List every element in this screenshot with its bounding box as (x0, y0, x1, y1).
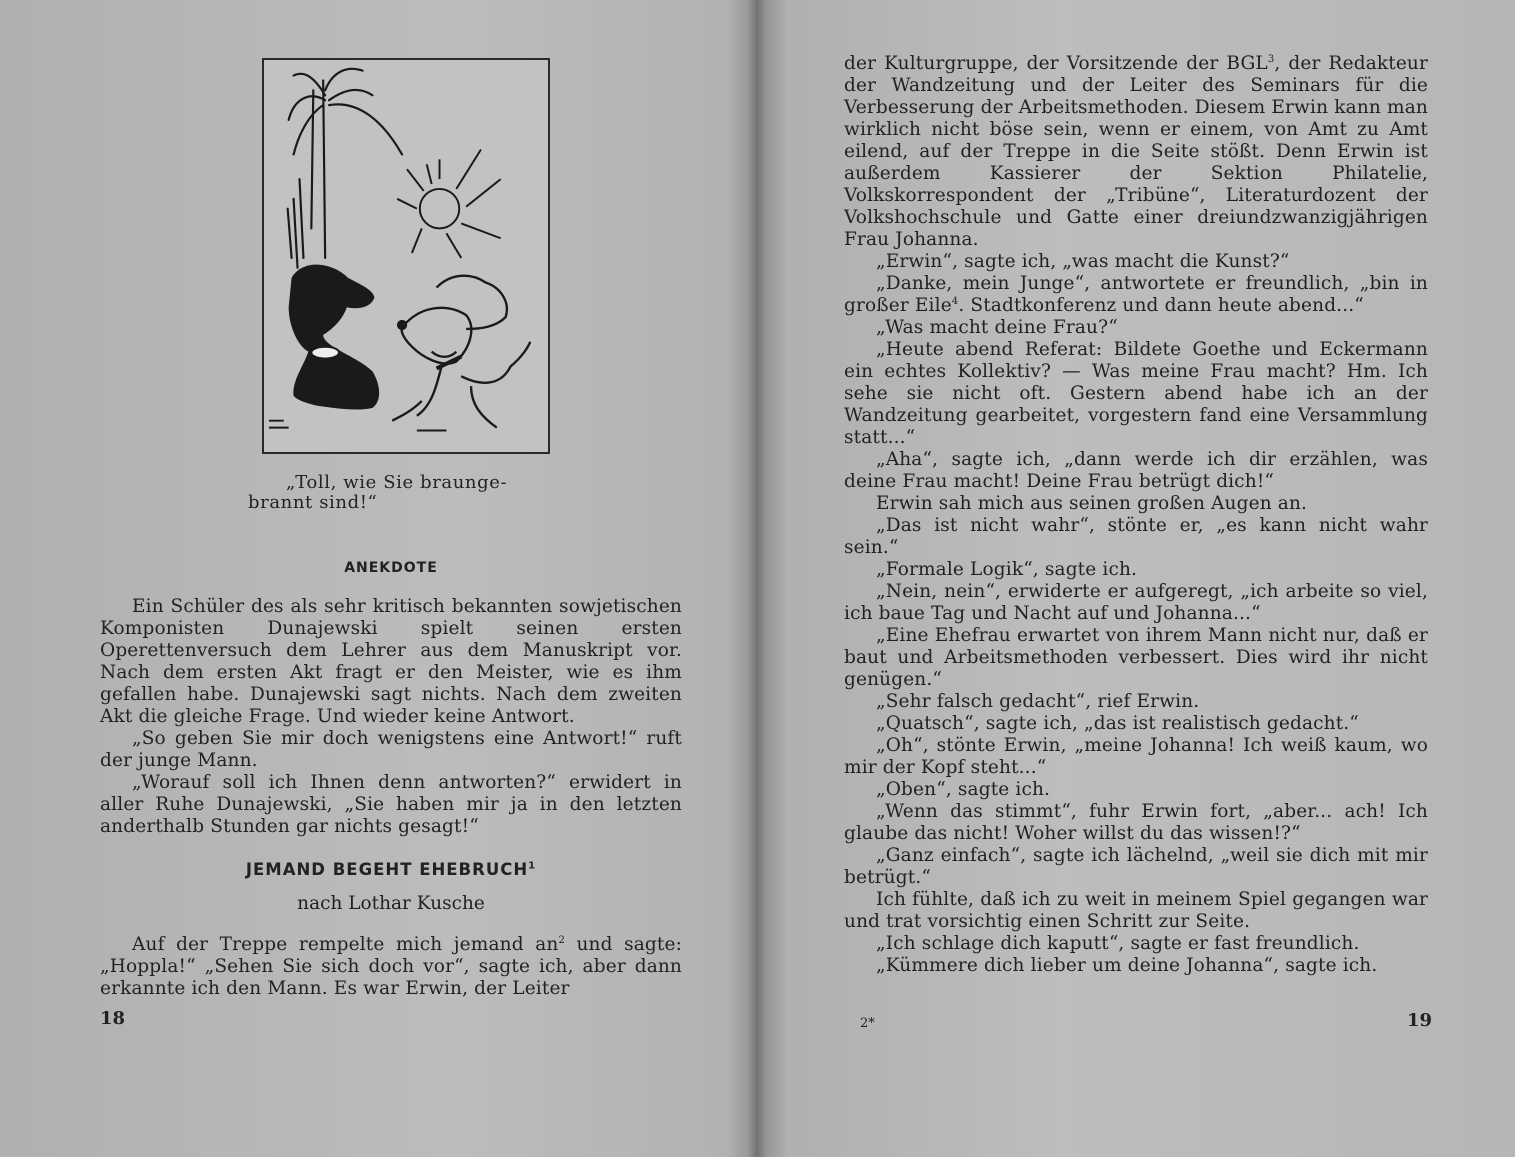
anekdote-paragraph: „So geben Sie mir doch wenigstens eine Antwort!“ ruft der junge Mann. (100, 728, 682, 771)
palm-sun-dogs-drawing (264, 60, 548, 452)
anekdote-text (100, 596, 682, 838)
caption-line-1: „Toll, wie Sie braunge- (286, 472, 508, 493)
story-paragraph: „Quatsch“, sagte ich, „das ist realistisch gedacht.“ (876, 713, 1359, 734)
signature-mark: 2* (860, 1016, 875, 1031)
story-paragraph: „Aha“, sagte ich, „dann werde ich dir erzählen, was deine Frau macht! Deine Frau betrügt dich!“ (844, 449, 1428, 492)
story-paragraph: „Das ist nicht wahr“, stönte er, „es kann nicht wahr sein.“ (844, 515, 1428, 558)
anekdote-paragraph: „Worauf soll ich Ihnen denn antworten?“ erwidert in aller Ruhe Dunajewski, „Sie haben mir ja in den letzten anderthalb Stunden gar nichts gesagt!“ (100, 772, 682, 837)
story-paragraph: „Ich schlage dich kaputt“, sagte er fast freundlich. (876, 933, 1360, 954)
story-paragraph (844, 53, 1428, 251)
sun-drawing (397, 150, 501, 258)
story-paragraph: „Oh“, stönte Erwin, „meine Johanna! Ich weiß kaum, wo mir der Kopf steht...“ (844, 735, 1428, 778)
story-paragraph: Ich fühlte, daß ich zu weit in meinem Spiel gegangen war und trat vorsichtig einen Schritt zur Seite. (844, 889, 1428, 932)
poodle-dog-drawing (289, 265, 379, 410)
story-paragraph: „Formale Logik“, sagte ich. (876, 559, 1138, 580)
story-paragraph: „Nein, nein“, erwiderte er aufgeregt, „ich arbeite so viel, ich baue Tag und Nacht auf und Johanna...“ (844, 581, 1428, 624)
story-title (100, 860, 682, 879)
caption-line-2: brannt sind!“ (248, 492, 378, 513)
story-paragraph: „Ganz einfach“, sagte ich lächelnd, „weil sie dich mit mir betrügt.“ (844, 845, 1428, 888)
story-paragraph: „Wenn das stimmt“, fuhr Erwin fort, „aber... ach! Ich glaube das nicht! Woher willst du das wissen!?“ (844, 801, 1428, 844)
story-paragraph: „Was macht deine Frau?“ (876, 317, 1118, 338)
story-author: nach Lothar Kusche (297, 893, 485, 914)
continued-text: , der Redakteur der Wandzeitung und der Leiter des Seminars für die Verbesserung der Arbeitsmethoden. Diesem Erwin kann man wirklich nicht böse sein, wenn er einem, von Amt zu Amt eilend, auf der Treppe in die Seite stößt. Denn Erwin ist außerdem Kassierer der Sektion Philatelie, Volkskorrespondent der „Tribüne“, Literaturdozent der Volkshochschule und Gatte einer dreiundzwanzigjährigen Frau Johanna. (844, 53, 1428, 250)
story-title-text: JEMAND BEGEHT EHEBRUCH (245, 860, 529, 879)
palm-trunk-line (323, 80, 325, 258)
anekdote-paragraph: Ein Schüler des als sehr kritisch bekannten sowjetischen Komponisten Dunajewski spielt seinen ersten Operettenversuch dem Lehrer aus dem Manuskript vor. Nach dem ersten Akt fragt er den Meister, wie es ihm gefallen habe. Dunajewski sagt nichts. Nach dem zweiten Akt die gleiche Frage. Und wieder keine Antwort. (100, 596, 682, 727)
continued-text: der Kulturgruppe, der Vorsitzende der BGL (844, 53, 1268, 74)
anekdote-title: ANEKDOTE (344, 560, 438, 576)
story-paragraph: „Heute abend Referat: Bildete Goethe und Eckermann ein echtes Kollektiv? — Was meine Frau macht? Hm. Ich sehe sie nicht oft. Gestern abend habe ich an der Wandzeitung gearbeitet, vorgestern fand eine Versammlung statt...“ (844, 339, 1428, 448)
dialogue-text: . Stadtkonferenz und dann heute abend...“ (958, 295, 1364, 316)
story-paragraph (100, 934, 682, 1000)
story-paragraph: „Sehr falsch gedacht“, rief Erwin. (876, 691, 1200, 712)
illustration-caption (248, 473, 548, 513)
story-text-right (844, 53, 1428, 977)
footnote-mark: 3 (1267, 53, 1275, 65)
story-paragraph: „Kümmere dich lieber um deine Johanna“, sagte ich. (876, 955, 1378, 976)
dialogue-text: „Danke, mein Junge“, antwortete er freundlich, „bin in großer Eile (844, 273, 1428, 316)
footnote-mark: 1 (528, 860, 537, 872)
book-gutter (748, 0, 766, 1157)
story-opening-continued: und sagte: „Hoppla!“ „Sehen Sie sich doch vor“, sagte ich, aber dann erkannte ich den Mann. Es war Erwin, der Leiter (100, 934, 682, 999)
story-paragraph: „Oben“, sagte ich. (876, 779, 1051, 800)
footnote-mark: 4 (951, 295, 959, 307)
dachshund-dog-drawing (392, 276, 530, 428)
story-paragraph: „Erwin“, sagte ich, „was macht die Kunst?“ (876, 251, 1290, 272)
page-number-right: 19 (1407, 1010, 1433, 1031)
story-paragraph (844, 273, 1428, 317)
story-paragraph: Erwin sah mich aus seinen großen Augen an. (876, 493, 1308, 514)
story-text-left (100, 934, 682, 1000)
footnote-mark: 2 (558, 934, 565, 946)
left-page (0, 0, 757, 1157)
cartoon-illustration (262, 58, 550, 454)
page-number-left: 18 (100, 1008, 126, 1029)
story-opening: Auf der Treppe rempelte mich jemand an (132, 934, 559, 955)
story-paragraph: „Eine Ehefrau erwartet von ihrem Mann nicht nur, daß er baut und Arbeitsmethoden verbessert. Dies wird ihr nicht genügen.“ (844, 625, 1428, 690)
